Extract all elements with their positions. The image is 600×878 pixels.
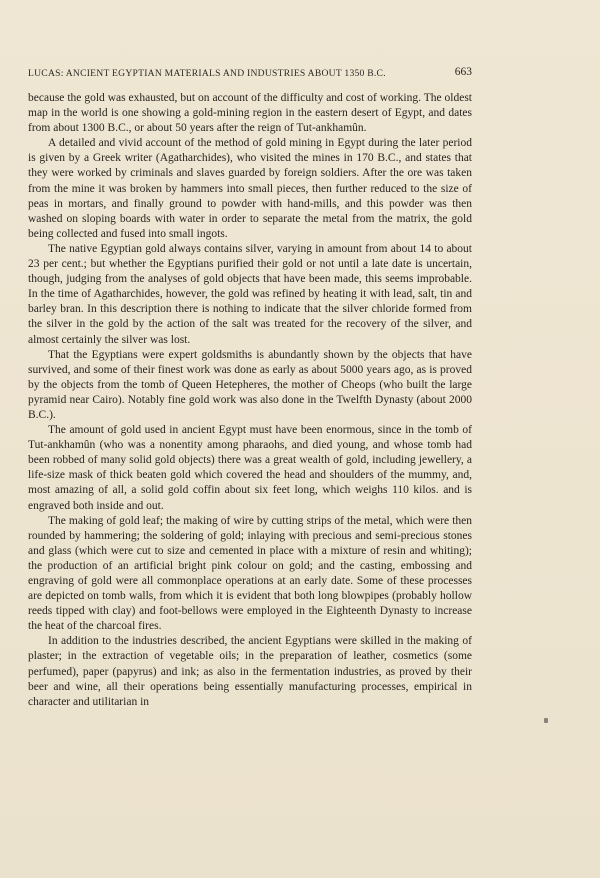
paragraph-other-industries: In addition to the industries described, the ancient Egyptians were skilled in the making of plaster; in the extraction of vegetable oils; in the preparation of leather, cosmetics (some perfumed), paper (papyrus) and ink; as also in the fermentation industries, as proved by their beer and wine, all their operations being essentially manufacturing processes, empirical in character and utilitarian in [28, 635, 472, 708]
paragraph-amount-of-gold: The amount of gold used in ancient Egypt must have been enormous, since in the tomb of Tut-ankhamûn (who was a nonentity among pharaohs, and died young, and whose tomb had been robbed of many solid gold objects) there was a great wealth of gold, including jewellery, a life-size mask of thick beaten gold which covered the head and shoulders of the mummy, and, most amazing of all, a solid gold coffin about six feet long, which weighs 110 kilos. and is engraved both inside and out. [28, 424, 472, 512]
paragraph-gold-working-processes: The making of gold leaf; the making of wire by cutting strips of the metal, which were then rounded by hammering; the soldering of gold; inlaying with precious and semi-precious stones and glass (which were cut to size and cemented in place with a mixture of resin and whiting); the production of an artificial bright pink colour on gold; and the casting, embossing and engraving of gold were all commonplace operations at an early date. Some of these processes are depicted on tomb walls, from which it is evident that both long blowpipes (probably hollow reeds tipped with clay) and foot-bellows were employed in the Eighteenth Dynasty to increase the heat of the charcoal fires. [28, 514, 472, 633]
page-number: 663 [454, 66, 472, 78]
running-head: LUCAS: ANCIENT EGYPTIAN MATERIALS AND INDUSTRIES ABOUT 1350 B.C. [28, 68, 386, 79]
page-header [28, 66, 472, 82]
page-speck [544, 718, 548, 723]
paragraph-native-gold-silver: The native Egyptian gold always contains silver, varying in amount from about 14 to about 23 per cent.; but whether the Egyptians purified their gold or not until a late date is uncertain, though, judging from the analyses of gold objects that have been made, this seems improbable. In the time of Agatharchides, however, the gold was refined by heating it with lead, salt, tin and barley bran. In this description there is nothing to indicate that the silver chloride formed from the silver in the gold by the action of the salt was treated for the recovery of the silver, and almost certainly the silver was lost. [28, 242, 472, 346]
paragraph-continuation: because the gold was exhausted, but on account of the difficulty and cost of working. The oldest map in the world is one showing a gold-mining region in the eastern desert of Egypt, and dates from about 1300 B.C., or about 50 years after the reign of Tut-ankhamûn. [28, 92, 472, 135]
paragraph-goldsmiths: That the Egyptians were expert goldsmiths is abundantly shown by the objects that have survived, and some of their finest work was done as early as about 5000 years ago, as is proved by the objects from the tomb of Queen Hetepheres, the mother of Cheops (who built the large pyramid near Cairo). Notably fine gold work was also done in the Twelfth Dynasty (about 2000 B.C.). [28, 348, 472, 421]
body-text [28, 91, 472, 710]
paragraph-gold-mining-account: A detailed and vivid account of the method of gold mining in Egypt during the later period is given by a Greek writer (Agatharchides), who visited the mines in 170 B.C., and states that they were worked by criminals and slaves guarded by foreign soldiers. After the ore was taken from the mine it was broken by hammers into small pieces, then further reduced to the size of peas in mortars, and finally ground to powder with hand-mills, and this powder was then washed on sloping boards with water in order to separate the metal from the matrix, the gold being collected and fused into small ingots. [28, 137, 472, 240]
